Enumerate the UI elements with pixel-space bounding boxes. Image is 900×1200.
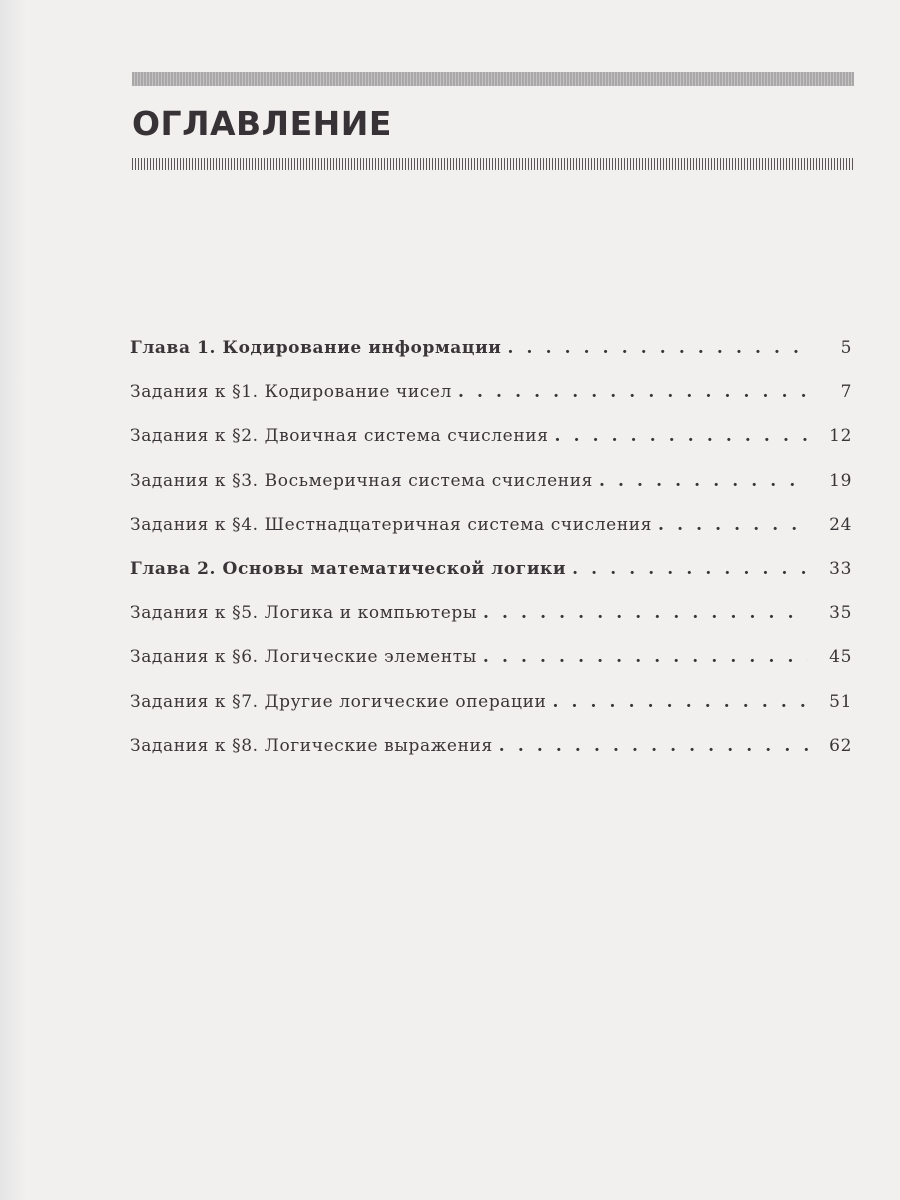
- toc-chapter-entry: [130, 559, 852, 603]
- toc-chapter-entry: [130, 338, 852, 382]
- dot-leader: [552, 692, 808, 712]
- dot-leader: [499, 736, 808, 756]
- toc-section-entry: [130, 382, 852, 426]
- toc-section-entry: [130, 692, 852, 736]
- toc-page-number: 24: [829, 514, 852, 535]
- page-left-edge: [0, 0, 30, 1200]
- toc-page-number: 51: [829, 691, 852, 712]
- toc-entry-label: Задания к §3. Восьмеричная система счисления: [130, 470, 593, 491]
- dot-leader: [483, 603, 808, 623]
- dot-leader: [508, 338, 809, 358]
- dot-leader: [658, 515, 808, 535]
- toc-entry-label: Задания к §6. Логические элементы: [130, 647, 477, 668]
- toc-page-number: 62: [829, 735, 852, 756]
- toc-entry-label: Глава 1. Кодирование информации: [130, 338, 502, 358]
- dot-leader: [483, 647, 808, 667]
- toc-section-entry: [130, 471, 852, 515]
- toc-section-entry: [130, 647, 852, 691]
- toc-entry-label: Задания к §1. Кодирование чисел: [130, 382, 452, 403]
- table-of-contents: [130, 338, 852, 780]
- toc-entry-label: Задания к §8. Логические выражения: [130, 735, 493, 756]
- toc-page-number: 5: [840, 338, 852, 358]
- page-title: ОГЛАВЛЕНИЕ: [132, 104, 392, 143]
- dot-leader: [599, 471, 808, 491]
- toc-page-number: 12: [829, 426, 852, 447]
- toc-page-number: 35: [829, 603, 852, 624]
- toc-page-number: 19: [829, 470, 852, 491]
- dot-leader: [458, 382, 808, 402]
- toc-entry-label: Глава 2. Основы математической логики: [130, 558, 567, 579]
- toc-entry-label: Задания к §2. Двоичная система счисления: [130, 426, 549, 447]
- toc-entry-label: Задания к §4. Шестнадцатеричная система счисления: [130, 514, 653, 535]
- dot-leader: [572, 559, 808, 579]
- toc-section-entry: [130, 603, 852, 647]
- toc-page-number: 33: [829, 558, 852, 579]
- toc-entry-label: Задания к §5. Логика и компьютеры: [130, 603, 477, 624]
- toc-page-number: 7: [840, 382, 852, 403]
- header-bar: [132, 72, 854, 86]
- toc-section-entry: [130, 426, 852, 470]
- title-rule: [132, 158, 854, 170]
- toc-section-entry: [130, 736, 852, 780]
- toc-page-number: 45: [829, 647, 852, 668]
- toc-entry-label: Задания к §7. Другие логические операции: [130, 691, 547, 712]
- dot-leader: [555, 426, 808, 446]
- toc-section-entry: [130, 515, 852, 559]
